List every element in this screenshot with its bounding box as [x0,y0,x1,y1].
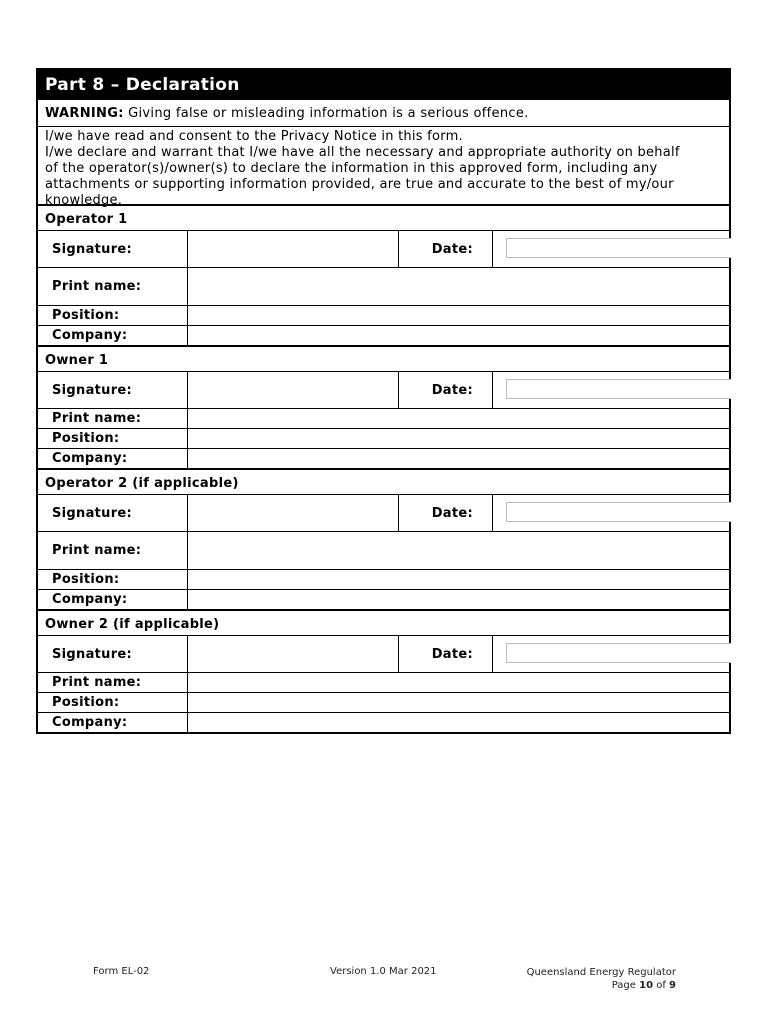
operator-2-section [38,470,729,611]
position-row [38,569,729,589]
company-label: Company: [38,326,188,345]
section-heading: Operator 2 (if applicable) [45,476,239,491]
signature-label: Signature: [38,495,188,531]
position-row [38,305,729,325]
print-name-row [38,531,729,569]
footer-org-page [527,966,676,992]
footer-page-number [527,979,676,992]
company-row [38,712,729,732]
signature-row [38,230,729,267]
company-row [38,448,729,468]
company-field[interactable] [188,713,729,732]
company-label: Company: [38,713,188,732]
company-field[interactable] [188,590,729,609]
signature-row [38,494,729,531]
consent-statement [38,127,729,206]
company-field[interactable] [188,449,729,468]
consent-line: attachments or supporting information provided, are true and accurate to the best of my/our [45,177,674,192]
date-input[interactable] [506,502,731,522]
signature-label: Signature: [38,636,188,672]
signature-row [38,635,729,672]
section-heading: Owner 1 [45,353,109,368]
section-heading: Owner 2 (if applicable) [45,617,220,632]
operator-1-section [38,206,729,347]
date-input[interactable] [506,643,731,663]
consent-line: I/we have read and consent to the Privacy Notice in this form. [45,129,463,144]
date-cell [493,636,729,672]
date-label: Date: [398,495,493,531]
section-heading: Operator 1 [45,212,128,227]
signature-label: Signature: [38,372,188,408]
print-name-row [38,267,729,305]
page-total: 9 [669,980,676,991]
page-current: 10 [639,980,654,991]
position-row [38,428,729,448]
date-label: Date: [398,372,493,408]
footer-version: Version 1.0 Mar 2021 [330,966,437,977]
signature-field[interactable] [188,495,398,531]
date-cell [493,495,729,531]
footer-org: Queensland Energy Regulator [526,967,676,978]
print-name-field[interactable] [188,268,729,305]
company-label: Company: [38,449,188,468]
page-of: of [653,980,670,991]
company-row [38,589,729,609]
company-label: Company: [38,590,188,609]
declaration-form [36,68,731,734]
print-name-field[interactable] [188,409,729,428]
date-label: Date: [398,231,493,267]
company-field[interactable] [188,326,729,345]
signature-label: Signature: [38,231,188,267]
date-label: Date: [398,636,493,672]
signature-field[interactable] [188,231,398,267]
section-title: Part 8 – Declaration [38,70,729,100]
consent-line: of the operator(s)/owner(s) to declare the information in this approved form, including any [45,161,658,176]
owner-2-section [38,611,729,734]
print-name-label: Print name: [38,409,188,428]
print-name-field[interactable] [188,673,729,692]
consent-line: I/we declare and warrant that I/we have all the necessary and appropriate authority on behalf [45,145,680,160]
date-cell [493,372,729,408]
date-input[interactable] [506,379,731,399]
position-label: Position: [38,306,188,325]
print-name-row [38,672,729,692]
position-field[interactable] [188,429,729,448]
company-row [38,325,729,345]
warning-text: Giving false or misleading information is a serious offence. [123,106,529,121]
position-field[interactable] [188,570,729,589]
signature-field[interactable] [188,372,398,408]
warning-label: WARNING: [45,106,124,121]
page-prefix: Page [611,980,640,991]
position-label: Position: [38,570,188,589]
print-name-field[interactable] [188,532,729,569]
position-row [38,692,729,712]
position-label: Position: [38,693,188,712]
print-name-label: Print name: [38,532,188,569]
print-name-row [38,408,729,428]
position-field[interactable] [188,306,729,325]
date-cell [493,231,729,267]
signature-row [38,371,729,408]
signature-field[interactable] [188,636,398,672]
date-input[interactable] [506,238,731,258]
position-label: Position: [38,429,188,448]
print-name-label: Print name: [38,268,188,305]
warning-notice [38,100,729,127]
position-field[interactable] [188,693,729,712]
consent-line: knowledge. [45,193,123,208]
owner-1-section [38,347,729,470]
print-name-label: Print name: [38,673,188,692]
footer-form-id: Form EL-02 [93,966,150,977]
